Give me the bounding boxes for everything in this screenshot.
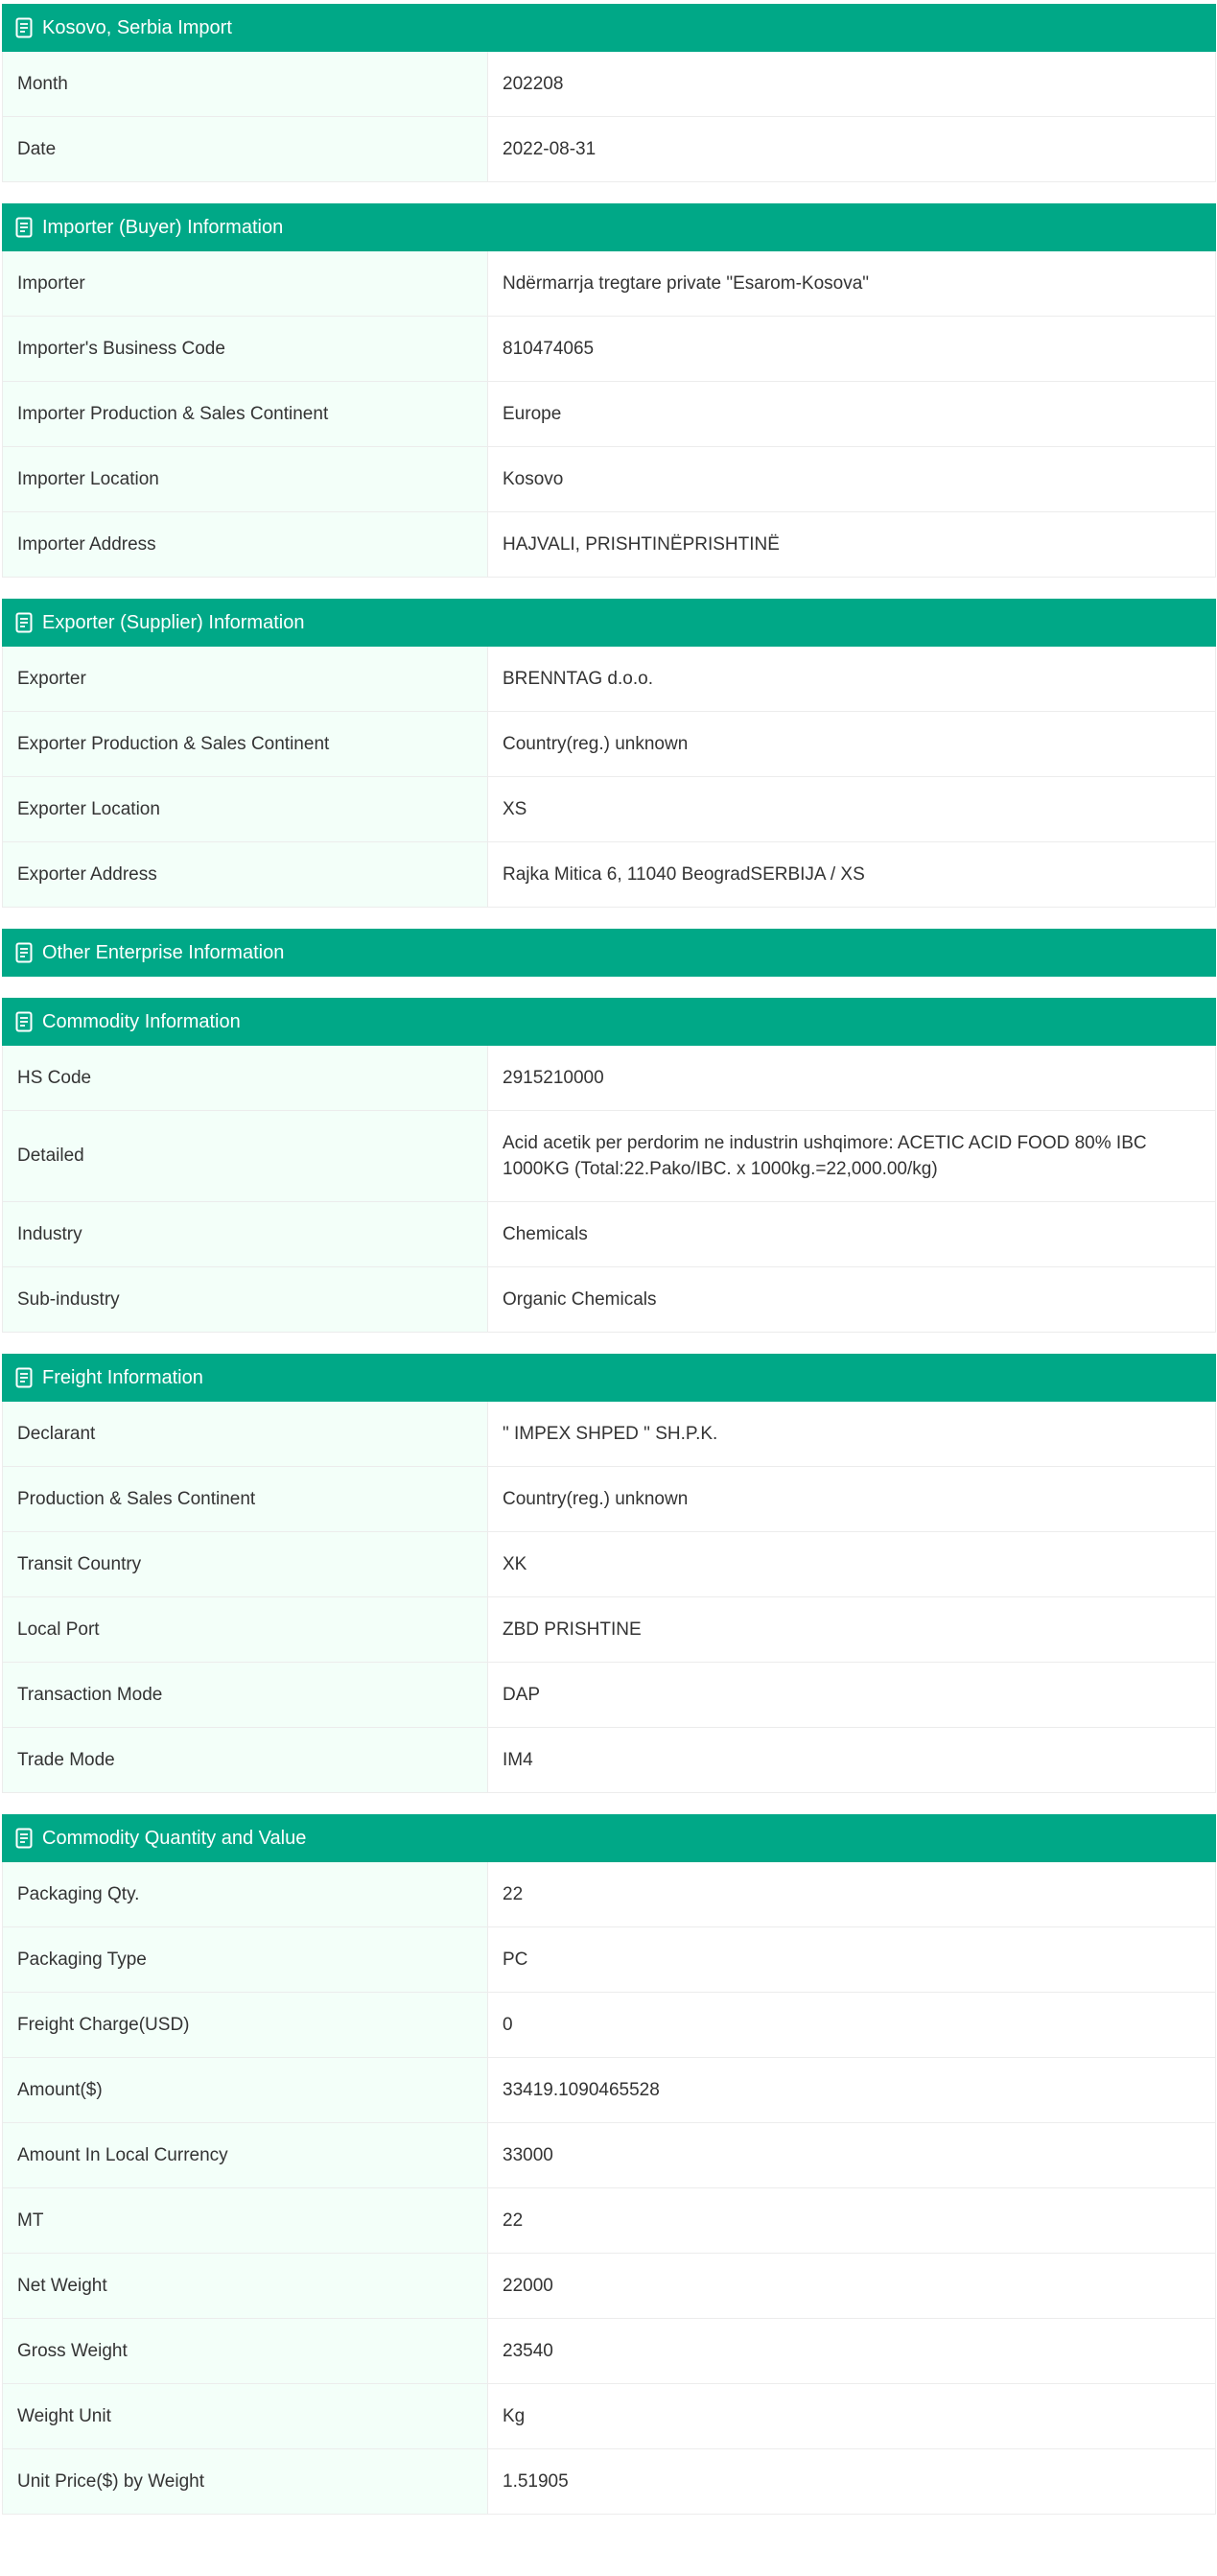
field-label: Packaging Type (3, 1927, 488, 1992)
section-exporter-information (2, 599, 1216, 908)
field-label: Exporter Address (3, 842, 488, 907)
field-label: Importer Location (3, 447, 488, 511)
field-label: Freight Charge(USD) (3, 1993, 488, 2057)
field-label: Amount In Local Currency (3, 2123, 488, 2187)
table-row (2, 2123, 1216, 2188)
field-value: 0 (503, 2015, 513, 2035)
field-label: Production & Sales Continent (3, 1467, 488, 1531)
table-row (2, 512, 1216, 578)
table-row (2, 712, 1216, 777)
field-label: Net Weight (3, 2254, 488, 2318)
document-icon (15, 217, 33, 238)
field-label: Exporter Production & Sales Continent (3, 712, 488, 776)
section-title: Freight Information (42, 1366, 203, 1388)
field-value: IM4 (503, 1750, 533, 1770)
field-label: Transit Country (3, 1532, 488, 1596)
field-label: Amount($) (3, 2058, 488, 2122)
table-row (2, 1267, 1216, 1333)
table-row (2, 117, 1216, 182)
field-label: Importer Production & Sales Continent (3, 382, 488, 446)
field-value: Country(reg.) unknown (503, 1489, 689, 1509)
table-row (2, 447, 1216, 512)
field-value: 2022-08-31 (503, 139, 597, 159)
table-row (2, 2188, 1216, 2254)
document-icon (15, 1011, 33, 1032)
field-label: Sub-industry (3, 1267, 488, 1332)
field-label: Month (3, 52, 488, 116)
field-value: Europe (503, 404, 562, 424)
field-value: 33000 (503, 2145, 553, 2165)
section-header (2, 929, 1216, 977)
field-value: Chemicals (503, 1224, 588, 1244)
section-title: Exporter (Supplier) Information (42, 611, 305, 633)
field-value: XK (503, 1554, 527, 1574)
field-value: BRENNTAG d.o.o. (503, 669, 653, 689)
section-header (2, 4, 1216, 52)
table-row (2, 777, 1216, 842)
field-value: 22 (503, 2210, 524, 2231)
field-label: Importer's Business Code (3, 317, 488, 381)
field-value: Rajka Mitica 6, 11040 BeogradSERBIJA / XS (503, 864, 865, 885)
field-label: Transaction Mode (3, 1663, 488, 1727)
section-header (2, 599, 1216, 647)
field-value: Kg (503, 2406, 526, 2426)
field-value: Country(reg.) unknown (503, 734, 689, 754)
field-value: DAP (503, 1685, 541, 1705)
section-kosovo-serbia-import (2, 4, 1216, 182)
field-label: HS Code (3, 1046, 488, 1110)
table-row (2, 382, 1216, 447)
field-value: 2915210000 (503, 1068, 604, 1088)
field-value: Ndërmarrja tregtare private "Esarom-Kosova" (503, 273, 870, 294)
field-value: 810474065 (503, 339, 595, 359)
table-row (2, 1663, 1216, 1728)
table-row (2, 2254, 1216, 2319)
field-value: 1.51905 (503, 2471, 569, 2492)
field-label: Detailed (3, 1111, 488, 1201)
field-label: Declarant (3, 1402, 488, 1466)
section-freight-information (2, 1354, 1216, 1793)
table-row (2, 1467, 1216, 1532)
table-row (2, 1728, 1216, 1793)
field-value: Acid acetik per perdorim ne industrin ushqimore: ACETIC ACID FOOD 80% IBC 1000KG (Total:22.Pako/IBC. x 1000kg.=22,000.00/kg) (503, 1133, 1147, 1179)
field-value: HAJVALI, PRISHTINËPRISHTINË (503, 534, 780, 555)
field-label: Gross Weight (3, 2319, 488, 2383)
field-value: XS (503, 799, 527, 819)
table-row (2, 2449, 1216, 2515)
section-commodity-quantity-value (2, 1814, 1216, 2515)
table-row (2, 1993, 1216, 2058)
section-importer-information (2, 203, 1216, 578)
field-label: Exporter (3, 647, 488, 711)
field-value: PC (503, 1950, 528, 1970)
section-header (2, 998, 1216, 1046)
section-header (2, 1354, 1216, 1402)
table-row (2, 1532, 1216, 1597)
section-title: Commodity Quantity and Value (42, 1827, 307, 1849)
table-row (2, 317, 1216, 382)
field-label: Unit Price($) by Weight (3, 2449, 488, 2514)
field-value: Kosovo (503, 469, 564, 489)
section-header (2, 203, 1216, 251)
table-row (2, 1111, 1216, 1202)
document-icon (15, 1367, 33, 1388)
section-title: Importer (Buyer) Information (42, 216, 284, 238)
field-value: " IMPEX SHPED " SH.P.K. (503, 1424, 718, 1444)
field-label: Industry (3, 1202, 488, 1266)
table-row (2, 1402, 1216, 1467)
field-label: Trade Mode (3, 1728, 488, 1792)
table-row (2, 1202, 1216, 1267)
section-commodity-information (2, 998, 1216, 1333)
field-value: 33419.1090465528 (503, 2080, 660, 2100)
field-label: Exporter Location (3, 777, 488, 841)
field-value: 22000 (503, 2276, 553, 2296)
document-icon (15, 17, 33, 38)
section-other-enterprise-information (2, 929, 1216, 977)
section-title: Kosovo, Serbia Import (42, 16, 232, 38)
table-row (2, 2384, 1216, 2449)
field-value: Organic Chemicals (503, 1289, 657, 1310)
document-icon (15, 1828, 33, 1849)
field-label: MT (3, 2188, 488, 2253)
field-label: Importer Address (3, 512, 488, 577)
field-label: Importer (3, 251, 488, 316)
field-value: 22 (503, 1884, 524, 1904)
table-row (2, 52, 1216, 117)
field-label: Date (3, 117, 488, 181)
field-label: Weight Unit (3, 2384, 488, 2448)
section-title: Other Enterprise Information (42, 941, 285, 963)
section-title: Commodity Information (42, 1010, 241, 1032)
field-value: 202208 (503, 74, 564, 94)
document-icon (15, 942, 33, 963)
table-row (2, 1046, 1216, 1111)
document-icon (15, 612, 33, 633)
field-label: Local Port (3, 1597, 488, 1662)
table-row (2, 1862, 1216, 1927)
table-row (2, 251, 1216, 317)
field-value: ZBD PRISHTINE (503, 1619, 642, 1640)
table-row (2, 647, 1216, 712)
table-row (2, 1927, 1216, 1993)
field-value: 23540 (503, 2341, 553, 2361)
field-label: Packaging Qty. (3, 1862, 488, 1926)
table-row (2, 1597, 1216, 1663)
table-row (2, 2058, 1216, 2123)
section-header (2, 1814, 1216, 1862)
table-row (2, 2319, 1216, 2384)
table-row (2, 842, 1216, 908)
